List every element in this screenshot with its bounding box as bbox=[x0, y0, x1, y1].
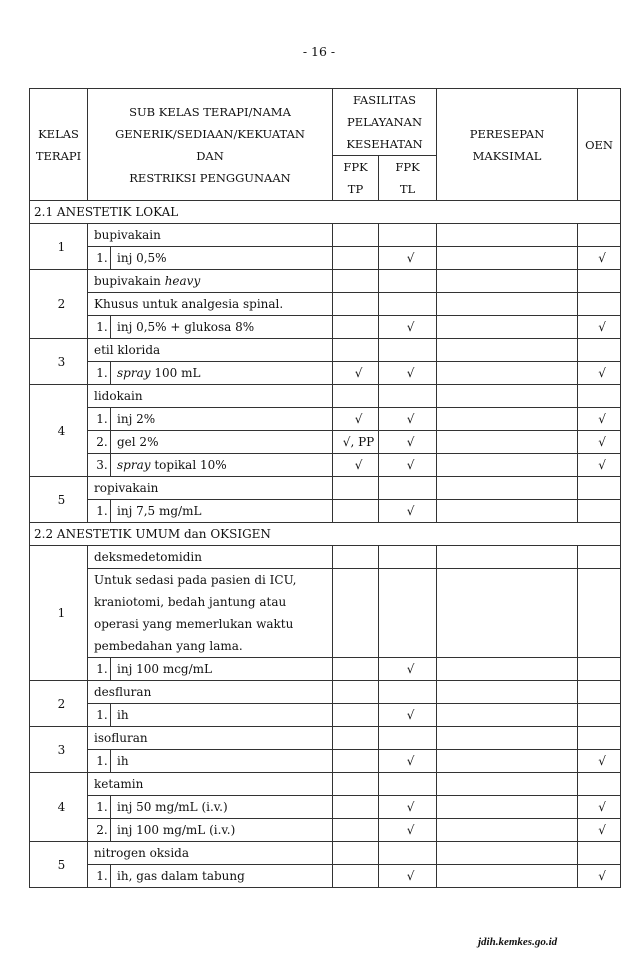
item-row bbox=[30, 247, 621, 270]
oen-cell bbox=[578, 224, 621, 247]
fpk-tp-cell: √ bbox=[333, 362, 379, 385]
drug-number: 3 bbox=[30, 339, 88, 385]
header-line: FPK bbox=[395, 160, 420, 174]
item-number: 1. bbox=[88, 704, 111, 727]
restriction-line: Khusus untuk analgesia spinal. bbox=[94, 297, 284, 311]
peresepan-cell bbox=[437, 546, 578, 569]
item-row bbox=[30, 704, 621, 727]
restriction-note bbox=[88, 569, 333, 658]
restriction-line: operasi yang memerlukan waktu bbox=[94, 617, 294, 631]
header-fpk-tp bbox=[333, 156, 379, 201]
drug-row bbox=[30, 546, 621, 569]
header-line: KELAS bbox=[38, 126, 79, 141]
header-line: PERESEPAN bbox=[469, 126, 545, 141]
oen-cell bbox=[578, 385, 621, 408]
drug-name-italic: heavy bbox=[164, 274, 201, 288]
fpk-tp-cell bbox=[333, 773, 379, 796]
peresepan-cell bbox=[437, 500, 578, 523]
peresepan-cell bbox=[437, 454, 578, 477]
drug-name: ropivakain bbox=[88, 477, 333, 500]
peresepan-cell bbox=[437, 704, 578, 727]
peresepan-cell bbox=[437, 247, 578, 270]
peresepan-cell bbox=[437, 408, 578, 431]
oen-cell: √ bbox=[578, 750, 621, 773]
oen-cell: √ bbox=[578, 819, 621, 842]
item-number: 1. bbox=[88, 408, 111, 431]
header-line: TP bbox=[347, 182, 364, 196]
peresepan-cell bbox=[437, 339, 578, 362]
header-kelas-terapi bbox=[30, 89, 88, 201]
fpk-tl-cell bbox=[379, 773, 437, 796]
fpk-tl-cell bbox=[379, 727, 437, 750]
drug-number: 2 bbox=[30, 681, 88, 727]
fpk-tp-cell bbox=[333, 500, 379, 523]
fpk-tl-cell: √ bbox=[379, 796, 437, 819]
drug-row bbox=[30, 339, 621, 362]
oen-cell bbox=[578, 773, 621, 796]
fpk-tp-cell bbox=[333, 270, 379, 293]
drug-number: 5 bbox=[30, 477, 88, 523]
drug-name: bupivakain bbox=[88, 224, 333, 247]
fpk-tp-cell bbox=[333, 796, 379, 819]
header-fpk-tl bbox=[379, 156, 437, 201]
item-text: inj 100 mg/mL (i.v.) bbox=[111, 819, 333, 842]
drug-row bbox=[30, 385, 621, 408]
section-row bbox=[30, 201, 621, 224]
peresepan-cell bbox=[437, 385, 578, 408]
peresepan-cell bbox=[437, 316, 578, 339]
fpk-tp-cell: √ bbox=[333, 408, 379, 431]
item-row bbox=[30, 796, 621, 819]
drug-row bbox=[30, 842, 621, 865]
item-text: inj 2% bbox=[111, 408, 333, 431]
header-line: SUB KELAS TERAPI/NAMA bbox=[129, 104, 291, 119]
header-line: RESTRIKSI PENGGUNAAN bbox=[129, 170, 291, 185]
item-text-italic: spray bbox=[117, 458, 151, 472]
fpk-tp-cell bbox=[333, 224, 379, 247]
section-row bbox=[30, 523, 621, 546]
restriction-row bbox=[30, 293, 621, 316]
header-line: MAKSIMAL bbox=[472, 148, 542, 163]
item-number: 1. bbox=[88, 796, 111, 819]
oen-cell bbox=[578, 681, 621, 704]
peresepan-cell bbox=[437, 477, 578, 500]
fpk-tl-cell: √ bbox=[379, 362, 437, 385]
drug-name: lidokain bbox=[88, 385, 333, 408]
drug-name-text: bupivakain bbox=[94, 274, 161, 288]
item-number: 1. bbox=[88, 247, 111, 270]
fpk-tp-cell bbox=[333, 316, 379, 339]
item-row bbox=[30, 362, 621, 385]
oen-cell bbox=[578, 727, 621, 750]
item-text: inj 0,5% bbox=[111, 247, 333, 270]
item-text-rest: 100 mL bbox=[154, 366, 201, 380]
item-row bbox=[30, 819, 621, 842]
peresepan-cell bbox=[437, 270, 578, 293]
fpk-tp-cell bbox=[333, 727, 379, 750]
restriction-note bbox=[88, 293, 333, 316]
oen-cell bbox=[578, 569, 621, 658]
item-text: ih, gas dalam tabung bbox=[111, 865, 333, 888]
drug-row bbox=[30, 477, 621, 500]
oen-cell: √ bbox=[578, 316, 621, 339]
fpk-tl-cell bbox=[379, 339, 437, 362]
footer-source: jdih.kemkes.go.id bbox=[478, 936, 558, 948]
fpk-tl-cell: √ bbox=[379, 247, 437, 270]
fpk-tl-cell bbox=[379, 293, 437, 316]
header-row bbox=[30, 89, 621, 156]
fpk-tp-cell bbox=[333, 704, 379, 727]
fpk-tl-cell bbox=[379, 270, 437, 293]
drug-name: deksmedetomidin bbox=[88, 546, 333, 569]
drug-row bbox=[30, 773, 621, 796]
fpk-tl-cell: √ bbox=[379, 658, 437, 681]
fpk-tl-cell: √ bbox=[379, 408, 437, 431]
fpk-tl-cell bbox=[379, 385, 437, 408]
item-row bbox=[30, 750, 621, 773]
item-row bbox=[30, 500, 621, 523]
header-line: GENERIK/SEDIAAN/KEKUATAN bbox=[115, 126, 305, 141]
item-number: 1. bbox=[88, 500, 111, 523]
fpk-tp-cell bbox=[333, 546, 379, 569]
oen-cell: √ bbox=[578, 454, 621, 477]
fpk-tp-cell bbox=[333, 385, 379, 408]
header-line: TL bbox=[399, 182, 416, 196]
fpk-tl-cell: √ bbox=[379, 500, 437, 523]
header-peresepan bbox=[437, 89, 578, 201]
header-oen: OEN bbox=[578, 89, 621, 201]
oen-cell bbox=[578, 339, 621, 362]
oen-cell bbox=[578, 658, 621, 681]
header-line: KESEHATAN bbox=[346, 137, 423, 151]
fpk-tl-cell bbox=[379, 477, 437, 500]
drug-name: desfluran bbox=[88, 681, 333, 704]
oen-cell: √ bbox=[578, 865, 621, 888]
fpk-tp-cell bbox=[333, 658, 379, 681]
section-title: 2.2 ANESTETIK UMUM dan OKSIGEN bbox=[30, 523, 621, 546]
item-text: ih bbox=[111, 750, 333, 773]
fpk-tp-cell bbox=[333, 247, 379, 270]
oen-cell bbox=[578, 842, 621, 865]
item-text: inj 100 mcg/mL bbox=[111, 658, 333, 681]
oen-cell: √ bbox=[578, 362, 621, 385]
drug-name: isofluran bbox=[88, 727, 333, 750]
fpk-tl-cell: √ bbox=[379, 750, 437, 773]
drug-name bbox=[88, 270, 333, 293]
item-number: 2. bbox=[88, 819, 111, 842]
header-line: TERAPI bbox=[35, 148, 82, 163]
item-text-rest: topikal 10% bbox=[154, 458, 227, 472]
fpk-tp-cell bbox=[333, 569, 379, 658]
fpk-tl-cell bbox=[379, 569, 437, 658]
fpk-tl-cell bbox=[379, 681, 437, 704]
oen-cell: √ bbox=[578, 408, 621, 431]
peresepan-cell bbox=[437, 681, 578, 704]
fpk-tl-cell bbox=[379, 224, 437, 247]
restriction-line: pembedahan yang lama. bbox=[94, 639, 243, 653]
fpk-tp-cell: √, PP bbox=[333, 431, 379, 454]
peresepan-cell bbox=[437, 224, 578, 247]
drug-name: etil klorida bbox=[88, 339, 333, 362]
drug-row bbox=[30, 727, 621, 750]
fpk-tl-cell: √ bbox=[379, 704, 437, 727]
header-fasilitas bbox=[333, 89, 437, 156]
item-row bbox=[30, 454, 621, 477]
oen-cell: √ bbox=[578, 796, 621, 819]
fpk-tp-cell: √ bbox=[333, 454, 379, 477]
drug-number: 1 bbox=[30, 546, 88, 681]
header-line: DAN bbox=[196, 148, 224, 163]
fpk-tl-cell: √ bbox=[379, 865, 437, 888]
page-number: - 16 - bbox=[302, 44, 336, 59]
peresepan-cell bbox=[437, 773, 578, 796]
drug-row bbox=[30, 224, 621, 247]
restriction-row bbox=[30, 569, 621, 658]
fpk-tp-cell bbox=[333, 819, 379, 842]
item-row bbox=[30, 408, 621, 431]
item-row bbox=[30, 316, 621, 339]
drug-number: 5 bbox=[30, 842, 88, 888]
peresepan-cell bbox=[437, 796, 578, 819]
header-line: FPK bbox=[343, 160, 368, 174]
header-sub-kelas bbox=[88, 89, 333, 201]
peresepan-cell bbox=[437, 293, 578, 316]
drug-number: 4 bbox=[30, 385, 88, 477]
item-row bbox=[30, 865, 621, 888]
oen-cell bbox=[578, 293, 621, 316]
drug-number: 4 bbox=[30, 773, 88, 842]
item-text bbox=[111, 362, 333, 385]
item-number: 2. bbox=[88, 431, 111, 454]
section-title: 2.1 ANESTETIK LOKAL bbox=[30, 201, 621, 224]
drug-number: 1 bbox=[30, 224, 88, 270]
fpk-tp-cell bbox=[333, 293, 379, 316]
item-text: inj 7,5 mg/mL bbox=[111, 500, 333, 523]
restriction-line: kraniotomi, bedah jantung atau bbox=[94, 595, 287, 609]
item-row bbox=[30, 658, 621, 681]
drug-name: nitrogen oksida bbox=[88, 842, 333, 865]
peresepan-cell bbox=[437, 569, 578, 658]
drug-name: ketamin bbox=[88, 773, 333, 796]
fpk-tl-cell: √ bbox=[379, 431, 437, 454]
fpk-tl-cell bbox=[379, 842, 437, 865]
item-number: 1. bbox=[88, 750, 111, 773]
formulary-table bbox=[29, 88, 621, 888]
item-number: 3. bbox=[88, 454, 111, 477]
oen-cell: √ bbox=[578, 431, 621, 454]
item-number: 1. bbox=[88, 865, 111, 888]
item-row bbox=[30, 431, 621, 454]
fpk-tp-cell bbox=[333, 681, 379, 704]
fpk-tl-cell: √ bbox=[379, 316, 437, 339]
drug-number: 2 bbox=[30, 270, 88, 339]
fpk-tl-cell: √ bbox=[379, 819, 437, 842]
peresepan-cell bbox=[437, 842, 578, 865]
peresepan-cell bbox=[437, 819, 578, 842]
item-text bbox=[111, 454, 333, 477]
fpk-tp-cell bbox=[333, 477, 379, 500]
oen-cell bbox=[578, 477, 621, 500]
item-text-italic: spray bbox=[117, 366, 151, 380]
item-text: inj 0,5% + glukosa 8% bbox=[111, 316, 333, 339]
peresepan-cell bbox=[437, 362, 578, 385]
oen-cell bbox=[578, 500, 621, 523]
fpk-tp-cell bbox=[333, 865, 379, 888]
oen-cell bbox=[578, 270, 621, 293]
fpk-tl-cell bbox=[379, 546, 437, 569]
fpk-tp-cell bbox=[333, 339, 379, 362]
header-line: FASILITAS bbox=[352, 93, 417, 107]
item-number: 1. bbox=[88, 316, 111, 339]
peresepan-cell bbox=[437, 658, 578, 681]
peresepan-cell bbox=[437, 865, 578, 888]
header-line: PELAYANAN bbox=[346, 115, 423, 129]
item-text: ih bbox=[111, 704, 333, 727]
drug-row bbox=[30, 270, 621, 293]
fpk-tl-cell: √ bbox=[379, 454, 437, 477]
oen-cell: √ bbox=[578, 247, 621, 270]
oen-cell bbox=[578, 704, 621, 727]
fpk-tp-cell bbox=[333, 842, 379, 865]
item-number: 1. bbox=[88, 658, 111, 681]
peresepan-cell bbox=[437, 750, 578, 773]
item-text: inj 50 mg/mL (i.v.) bbox=[111, 796, 333, 819]
peresepan-cell bbox=[437, 431, 578, 454]
fpk-tp-cell bbox=[333, 750, 379, 773]
restriction-line: Untuk sedasi pada pasien di ICU, bbox=[94, 573, 297, 587]
drug-number: 3 bbox=[30, 727, 88, 773]
oen-cell bbox=[578, 546, 621, 569]
peresepan-cell bbox=[437, 727, 578, 750]
item-text: gel 2% bbox=[111, 431, 333, 454]
drug-row bbox=[30, 681, 621, 704]
item-number: 1. bbox=[88, 362, 111, 385]
